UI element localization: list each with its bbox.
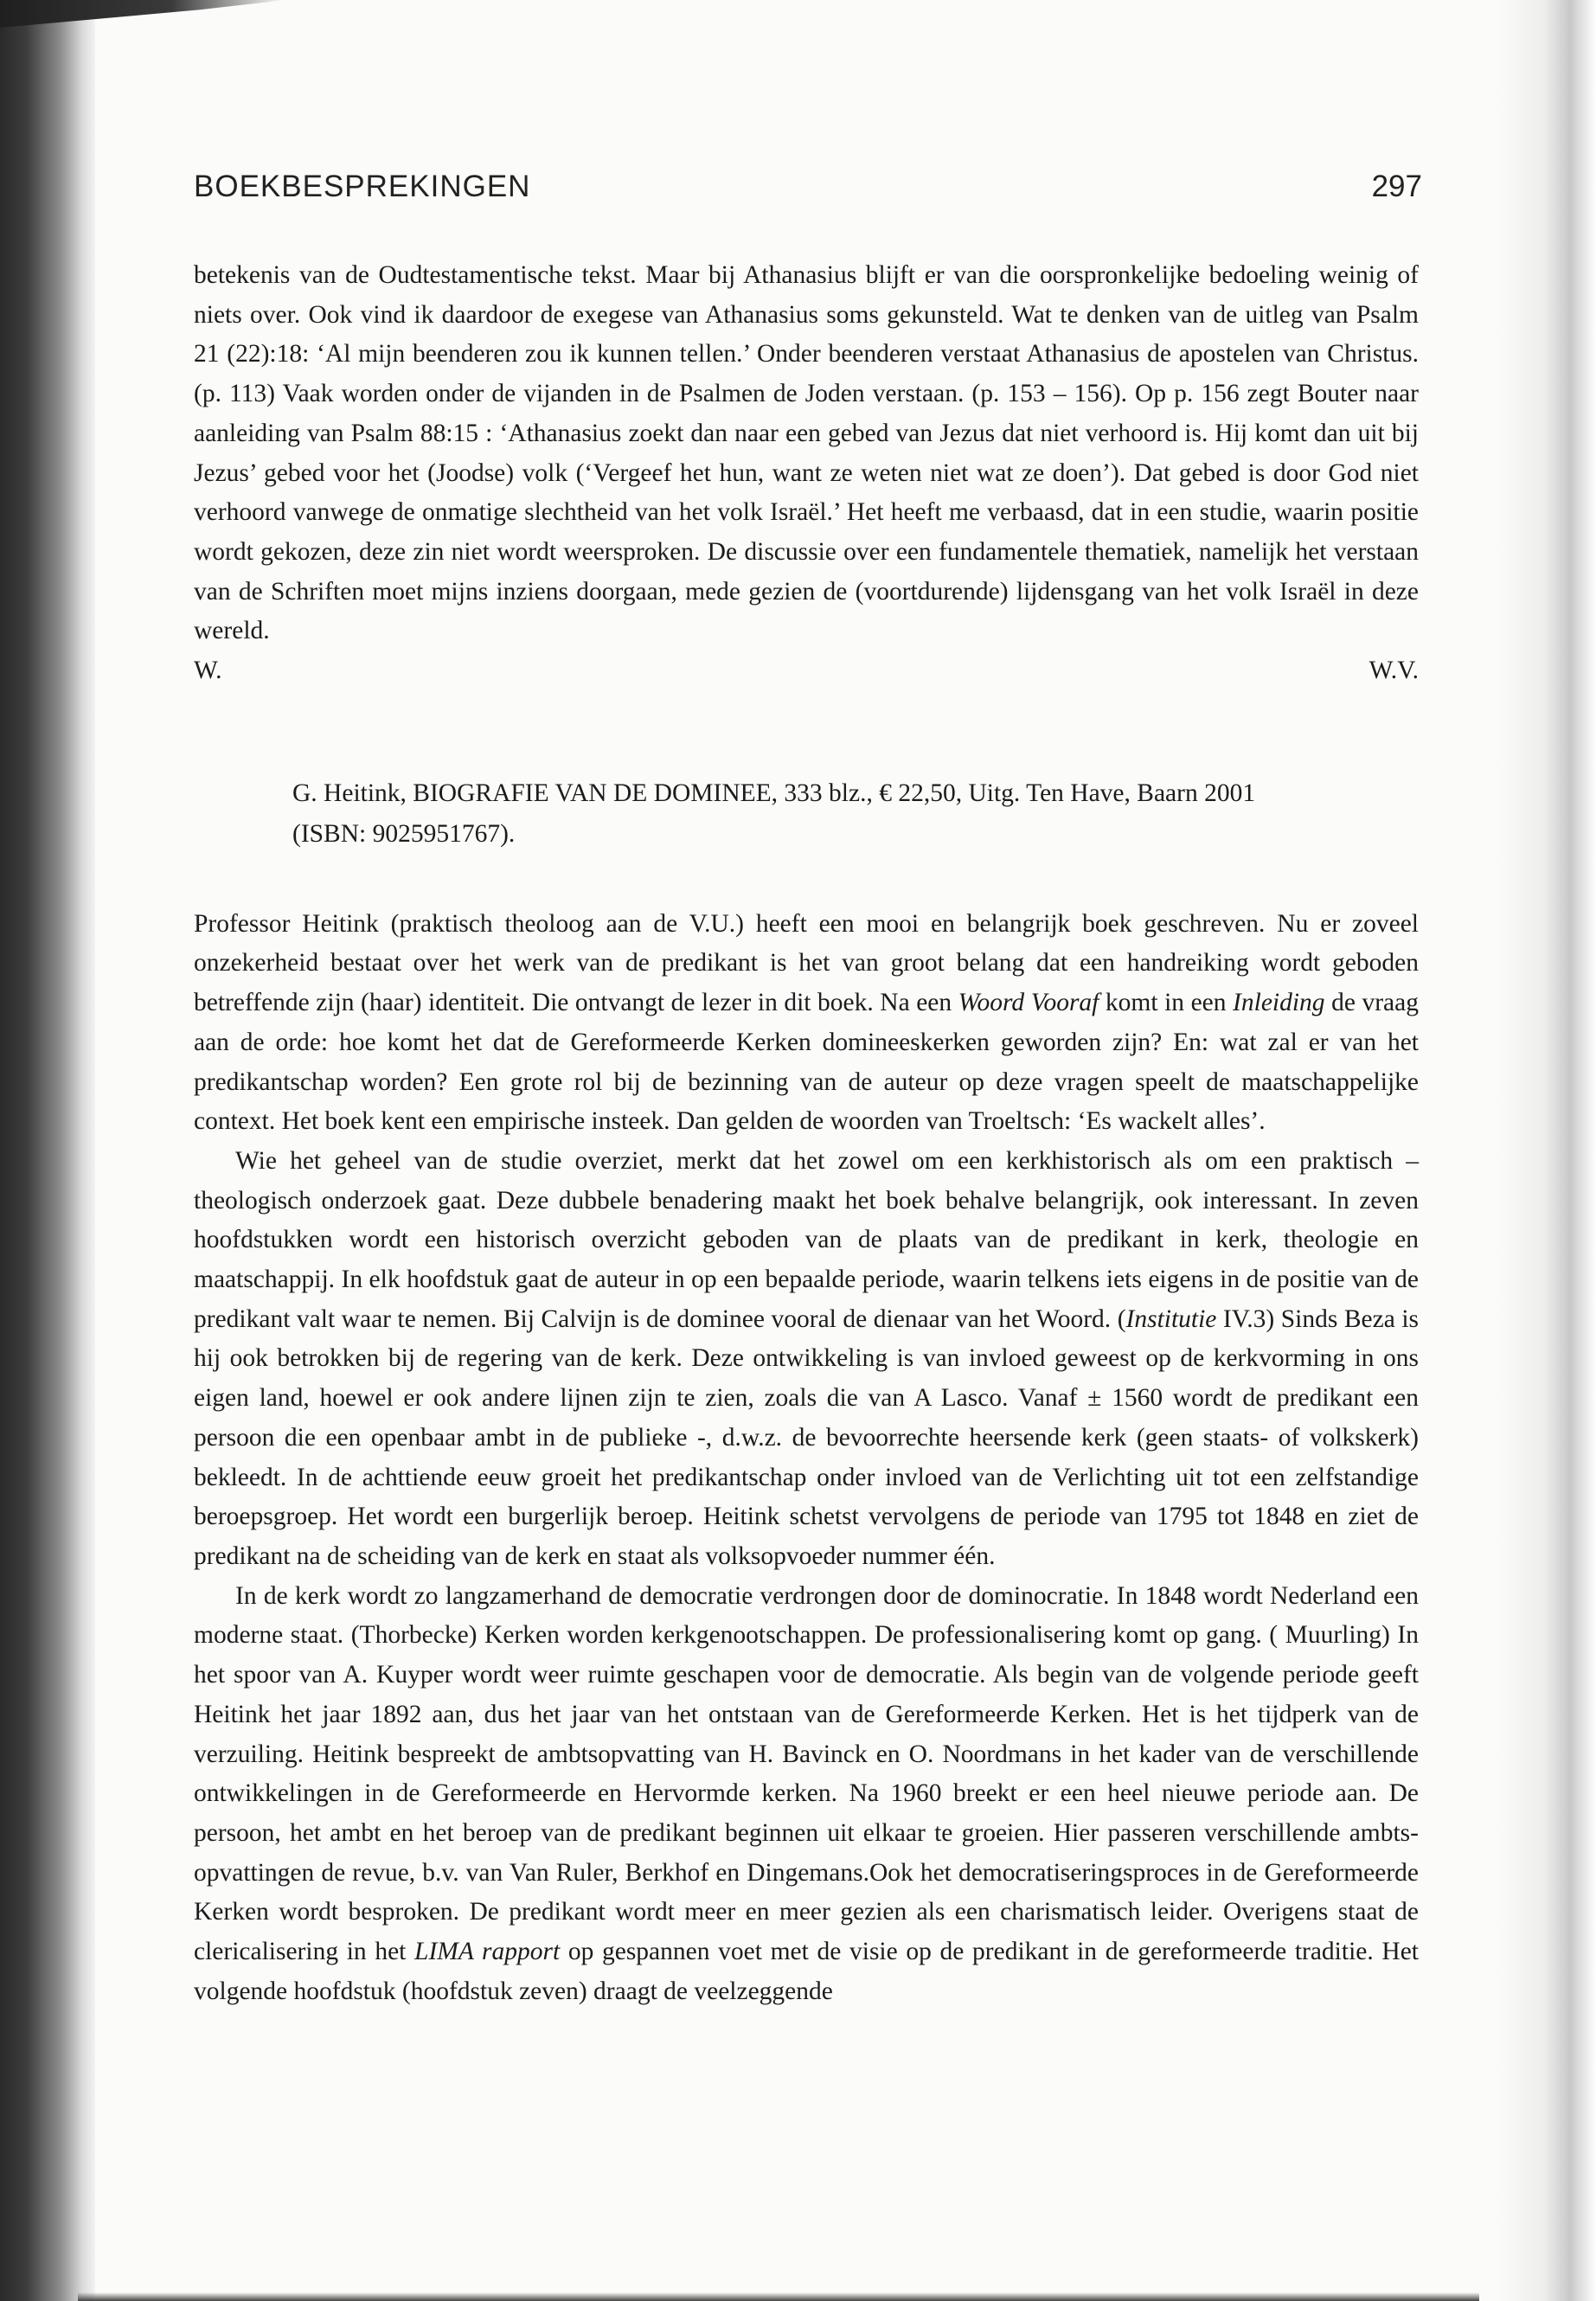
italic-title: Inleiding [1233, 989, 1325, 1017]
review-paragraph-2 [194, 1142, 1419, 1577]
book-isbn-line: (ISBN: 9025951767). [292, 819, 516, 848]
review-continuation [194, 256, 1419, 691]
book-citation-line: G. Heitink, BIOGRAFIE VAN DE DOMINEE, 333 blz., € 22,50, Uitg. Ten Have, Baarn 2001 [292, 779, 1256, 807]
italic-title: Woord Vooraf [958, 989, 1099, 1017]
running-header [194, 164, 1422, 216]
text-run: In de kerk wordt zo langzamerhand de democratie verdrongen door de dominocratie. In 1848 wordt Nederland een moderne staat. (Thorbecke) Kerken worden kerkgenootschappen. De professionalisering komt op gang. ( Muurling) In het spoor van A. Kuyper wordt weer ruimte geschapen voor de democratie. Als begin van de volgende periode geeft Heitink het jaar 1892 aan, dus het jaar van het ontstaan van de Gereformeerde Kerken. Het is het tijdperk van de verzuiling. Heitink bespreekt de ambtsopvatting van H. Bavinck en O. Noordmans in het kader van de verschillende ontwikkelingen in de Gereformeerde en Hervormde kerken. Na 1960 breekt er een heel nieuwe periode aan. De persoon, het ambt en het beroep van de predikant beginnen uit elkaar te groeien. Hier passeren verschillende ambtsopvattingen de revue, b.v. van Van Ruler, Berkhof en Dingemans.Ook het democratiseringsproces in de Gereformeerde Kerken wordt besproken. De predikant wordt meer en meer gezien als een charismatisch leider. Overigens staat de clericalisering in het [194, 1581, 1419, 1966]
review-paragraph-3 [194, 1577, 1419, 2012]
scan-shadow-right [1497, 0, 1596, 2301]
running-header-title: BOEKBESPREKINGEN [194, 170, 531, 203]
scan-corner-top-left [0, 0, 285, 28]
document-page [194, 164, 1422, 2011]
book-citation [194, 773, 1419, 855]
review-body [194, 905, 1419, 2012]
italic-title: LIMA rapport [414, 1938, 561, 1966]
scan-shadow-bottom [78, 2292, 1479, 2301]
review-paragraph-1 [194, 905, 1419, 1142]
text-run: Wie het geheel van de studie overziet, merkt dat het zowel om een kerkhistorisch als om een praktisch – theologisch onderzoek gaat. Deze dubbele benadering maakt het boek behalve belangrijk, ook interessant. In zeven hoofdstukken wordt een historisch overzicht geboden van de plaats van de predikant in kerk, theologie en maatschappij. In elk hoofdstuk gaat de auteur in op een bepaalde periode, waarin telkens iets eigens in de positie van de predikant valt waar te nemen. Bij Calvijn is de dominee vooral de dienaar van het Woord. ( [194, 1146, 1419, 1333]
text-run: komt in een [1099, 989, 1234, 1017]
review-paragraph: betekenis van de Oudtestamentische tekst. Maar bij Athanasius blijft er van die oorspronkelijke bedoeling weinig of niets over. Ook vind ik daardoor de exegese van Athanasius soms gekunsteld. Wat te denken van de uitleg van Psalm 21 (22):18: ‘Al mijn beenderen zou ik kunnen tellen.’ Onder beenderen verstaat Athanasius de apostelen van Christus. (p. 113) Vaak worden onder de vijanden in de Psalmen de Joden verstaan. (p. 153 – 156). Op p. 156 zegt Bouter naar aanleiding van Psalm 88:15 : ‘Athanasius zoekt dan naar een gebed van Jezus dat niet verhoord is. Hij komt dan uit bij Jezus’ gebed voor het (Joodse) volk (‘Vergeef het hun, want ze weten niet wat ze doen’). Dat gebed is door God niet verhoord vanwege de onmatige slechtheid van het volk Israël.’ Het heeft me verbaasd, dat in een studie, waarin positie wordt gekozen, deze zin niet wordt weersproken. De discussie over een fundamentele thematiek, namelijk het verstaan van de Schriften moet mijns inziens doorgaan, mede gezien de (voortdurende) lijdensgang van het volk Israël in deze wereld. [194, 261, 1419, 645]
text-run: IV.3) Sinds Beza is hij ook betrokken bij de regering van de kerk. Deze ontwikkeling is van invloed geweest op de kerkvorming in ons eigen land, hoewel er ook andere lijnen zijn te zien, zoals die van A Lasco. Vanaf ± 1560 wordt de predikant een persoon die een openbaar ambt in de publieke -, d.w.z. de bevoorrechte heersende kerk (geen staats- of volkskerk) bekleedt. In de achttiende eeuw groeit het predikantschap onder invloed van de Verlichting uit tot een zelfstandige beroepsgroep. Het wordt een burgerlijk beroep. Heitink schetst vervolgens de periode van 1795 tot 1848 en ziet de predikant na de scheiding van de kerk en staat als volksopvoeder nummer één. [194, 1304, 1419, 1570]
text-run: Professor Heitink (praktisch theoloog aan de V.U.) heeft een mooi en belangrijk boek geschreven. Nu er zoveel onzekerheid bestaat over het werk van de predikant is het van groot belang dat een handreiking wordt geboden betreffende zijn (haar) identiteit. Die ontvangt de lezer in dit boek. Na een [194, 909, 1419, 1017]
signature-left: W. [194, 657, 222, 685]
signature-right: W.V. [1368, 657, 1419, 685]
text-run: op gespannen voet met de visie op de predikant in de gereformeerde traditie. Het volgende hoofdstuk (hoofdstuk zeven) draagt de veelzeggende [194, 1938, 1419, 2005]
page-number: 297 [1371, 170, 1422, 203]
text-run: de vraag aan de orde: hoe komt het dat de Gereformeerde Kerken domineeskerken geworden zijn? En: wat zal er van het predikantschap worden? Een grote rol bij de bezinning van de auteur op deze vragen speelt de maatschappelijke context. Het boek kent een empirische insteek. Dan gelden de woorden van Troeltsch: ‘Es wackelt alles’. [194, 989, 1419, 1136]
italic-title: Institutie [1125, 1304, 1217, 1333]
scan-shadow-left [0, 0, 95, 2301]
signature-row [194, 651, 1419, 691]
